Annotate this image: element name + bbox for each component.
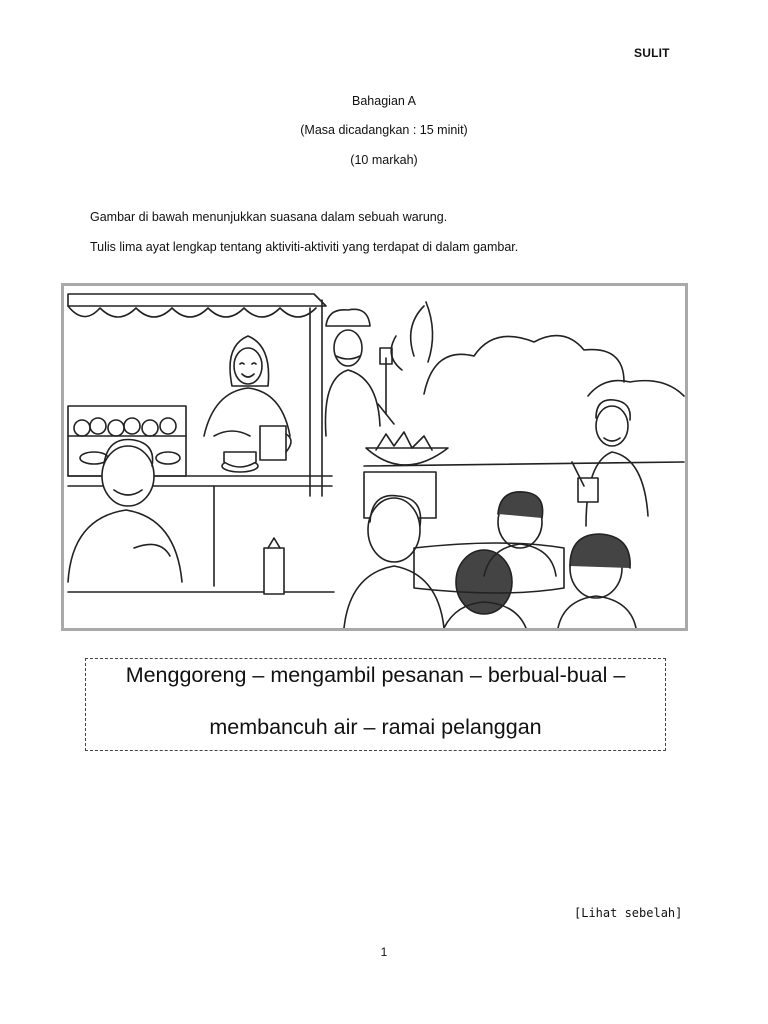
suggested-time: (Masa dicadangkan : 15 minit): [300, 123, 468, 137]
classification-label: SULIT: [634, 46, 670, 60]
stall-frame: [68, 300, 332, 586]
table: [68, 538, 334, 594]
customer-left: [68, 440, 182, 583]
customer-boy: [344, 496, 444, 628]
word-hint-line-2: membancuh air – ramai pelanggan: [209, 715, 542, 739]
instruction-1: Gambar di bawah menunjukkan suasana dalam sebuah warung.: [90, 210, 448, 224]
section-title: Bahagian A: [352, 94, 416, 108]
next-page-note: [Lihat sebelah]: [574, 906, 683, 920]
customer-girl-back: [444, 550, 526, 628]
instruction-2: Tulis lima ayat lengkap tentang aktiviti-aktiviti yang terdapat di dalam gambar.: [90, 240, 519, 254]
stall-awning: [68, 294, 326, 317]
customer-pair: [414, 492, 636, 628]
word-hint-line-1: Menggoreng – mengambil pesanan – berbual-bual –: [125, 663, 626, 687]
cook-frying: [325, 302, 448, 518]
word-hint-box: [85, 658, 666, 751]
marks-label: (10 markah): [350, 153, 418, 167]
warung-illustration: [61, 283, 688, 631]
page-number: 1: [380, 945, 388, 959]
drink-maker-woman: [204, 336, 291, 472]
